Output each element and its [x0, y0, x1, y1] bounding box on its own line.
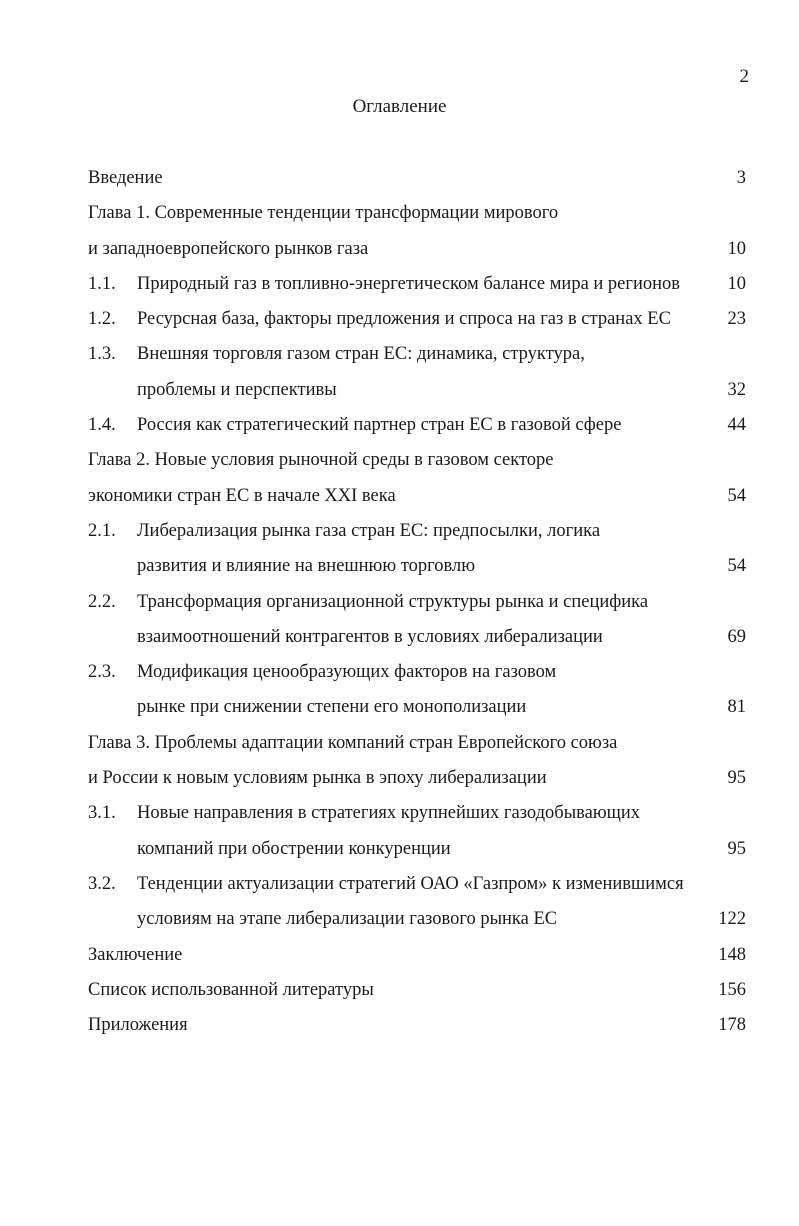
- toc-entry-text: рынке при снижении степени его монополизации: [137, 697, 527, 718]
- toc-entry-text: Трансформация организационной структуры рынка и специфика: [137, 591, 649, 612]
- toc-entry: [88, 690, 746, 725]
- toc-entry: [88, 232, 746, 267]
- toc-entry-page: 32: [727, 379, 746, 400]
- toc-entry-number: 3.1.: [88, 803, 116, 824]
- toc-entry: [88, 761, 746, 796]
- page-number: 2: [739, 66, 749, 87]
- toc-entry-text: развития и влияние на внешнюю торговлю: [137, 556, 476, 577]
- toc-entry-page: 54: [727, 485, 746, 506]
- toc-entry-text: условиям на этапе либерализации газового рынка ЕС: [137, 909, 558, 930]
- toc-entry-page: 10: [727, 273, 746, 294]
- toc-entry-number: 1.3.: [88, 344, 116, 365]
- toc-entry-text: компаний при обострении конкуренции: [137, 838, 451, 859]
- toc-entry-text: Внешняя торговля газом стран ЕС: динамика, структура,: [137, 344, 585, 365]
- toc-entry-page: 148: [718, 944, 746, 965]
- toc-entry-page: 122: [718, 909, 746, 930]
- toc-entry: [88, 655, 746, 690]
- toc-entry-page: 69: [727, 626, 746, 647]
- toc-title: Оглавление: [352, 96, 447, 117]
- table-of-contents: [88, 161, 746, 1043]
- toc-entry-text: взаимоотношений контрагентов в условиях либерализации: [137, 626, 603, 647]
- toc-entry: [88, 267, 746, 302]
- toc-entry: [88, 408, 746, 443]
- toc-entry-text: Тенденции актуализации стратегий ОАО «Газпром» к изменившимся: [137, 873, 684, 894]
- toc-entry-number: 1.1.: [88, 273, 116, 294]
- toc-entry-number: 2.3.: [88, 662, 116, 683]
- toc-entry-text: Россия как стратегический партнер стран ЕС в газовой сфере: [137, 415, 622, 436]
- toc-entry: [88, 161, 746, 196]
- toc-entry-text: Новые направления в стратегиях крупнейших газодобывающих: [137, 803, 641, 824]
- toc-entry-text: Глава 1. Современные тенденции трансформации мирового: [88, 203, 559, 224]
- toc-entry: [88, 514, 746, 549]
- toc-entry-text: Заключение: [88, 944, 183, 965]
- toc-entry-text: Глава 3. Проблемы адаптации компаний стран Европейского союза: [88, 732, 618, 753]
- toc-entry-text: Список использованной литературы: [88, 979, 374, 1000]
- toc-entry-text: Природный газ в топливно-энергетическом балансе мира и регионов: [137, 273, 681, 294]
- toc-entry-page: 178: [718, 1015, 746, 1036]
- toc-entry: [88, 479, 746, 514]
- toc-entry: [88, 867, 746, 902]
- toc-entry: [88, 302, 746, 337]
- toc-entry: [88, 337, 746, 372]
- toc-entry-text: экономики стран ЕС в начале XXI века: [88, 485, 396, 506]
- toc-entry-number: 1.2.: [88, 309, 116, 330]
- toc-entry-text: Модификация ценообразующих факторов на газовом: [137, 662, 557, 683]
- toc-entry-text: и России к новым условиям рынка в эпоху либерализации: [88, 768, 547, 789]
- toc-entry: [88, 585, 746, 620]
- toc-entry-text: Глава 2. Новые условия рыночной среды в газовом секторе: [88, 450, 554, 471]
- toc-entry: [88, 443, 746, 478]
- toc-entry: [88, 373, 746, 408]
- toc-entry-page: 156: [718, 979, 746, 1000]
- toc-entry: [88, 196, 746, 231]
- toc-entry: [88, 726, 746, 761]
- toc-entry-page: 54: [727, 556, 746, 577]
- toc-entry: [88, 1008, 746, 1043]
- toc-entry: [88, 796, 746, 831]
- toc-entry-text: и западноевропейского рынков газа: [88, 238, 369, 259]
- toc-entry-text: Ресурсная база, факторы предложения и спроса на газ в странах ЕС: [137, 309, 671, 330]
- toc-entry: [88, 549, 746, 584]
- toc-entry-text: Введение: [88, 168, 163, 188]
- toc-entry-number: 3.2.: [88, 873, 116, 894]
- toc-entry-number: 2.1.: [88, 520, 116, 541]
- toc-entry: [88, 973, 746, 1008]
- toc-entry: [88, 902, 746, 937]
- toc-entry: [88, 832, 746, 867]
- toc-entry-page: 23: [727, 309, 746, 330]
- toc-entry-number: 2.2.: [88, 591, 116, 612]
- toc-entry-number: 1.4.: [88, 415, 116, 436]
- toc-entry-text: Либерализация рынка газа стран ЕС: предпосылки, логика: [137, 520, 601, 541]
- toc-entry-page: 95: [727, 768, 746, 789]
- toc-entry-text: проблемы и перспективы: [137, 379, 337, 400]
- toc-entry-page: 10: [727, 238, 746, 259]
- toc-entry-page: 81: [727, 697, 746, 718]
- toc-entry: [88, 938, 746, 973]
- toc-entry-page: 3: [736, 168, 746, 188]
- toc-entry-text: Приложения: [88, 1015, 188, 1036]
- toc-entry-page: 44: [727, 415, 746, 436]
- toc-entry-page: 95: [727, 838, 746, 859]
- toc-entry: [88, 620, 746, 655]
